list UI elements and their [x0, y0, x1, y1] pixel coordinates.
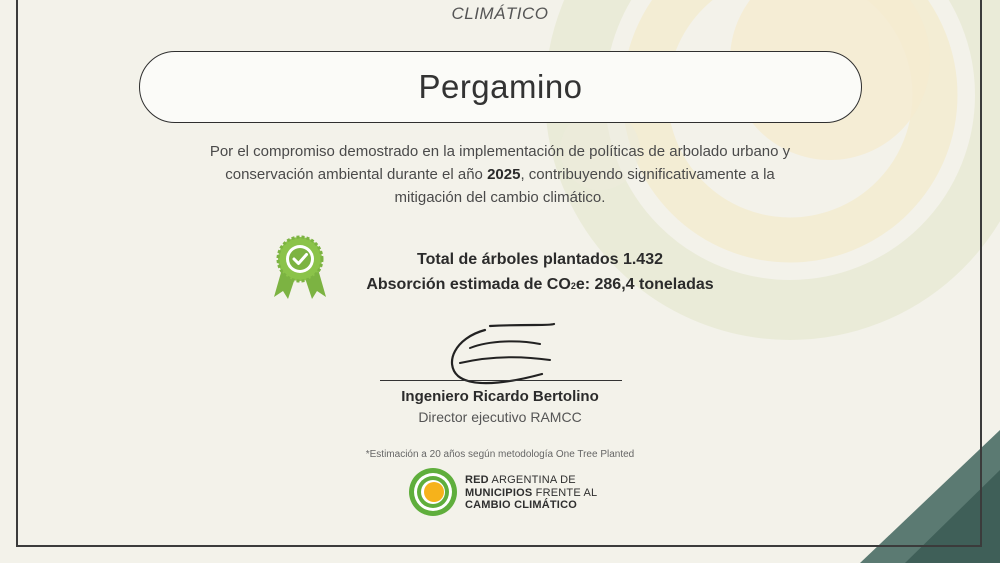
description-year: 2025 [487, 166, 521, 183]
certificate-heading: CLIMÁTICO [451, 4, 549, 23]
signature-line [380, 380, 622, 381]
recipient-box [139, 51, 862, 123]
description-after: , contribuyendo significativamente a la mitigación del cambio climático. [394, 166, 775, 206]
methodology-footnote: *Estimación a 20 años según metodología One Tree Planted [365, 449, 635, 460]
stats-block [330, 247, 750, 299]
signature-icon [430, 318, 580, 388]
check-badge-icon [268, 235, 332, 301]
description-text [190, 140, 810, 209]
description-before: Por el compromiso demostrado en la implementación de políticas de arbolado urbano y conservación ambiental durante el año [209, 143, 791, 183]
trees-planted-line: Total de árboles plantados 1.432 [417, 251, 663, 268]
signer-name: Ingeniero Ricardo Bertolino [401, 388, 599, 405]
ramcc-logo-icon [407, 466, 459, 518]
ramcc-logo-text: RED ARGENTINA DE MUNICIPIOS FRENTE AL CAMBIO CLIMÁTICO [465, 474, 598, 511]
co2-absorption-line: Absorción estimada de CO2e: 286,4 toneladas [366, 276, 714, 293]
signer-title: Director ejecutivo RAMCC [418, 409, 582, 425]
recipient-name: Pergamino [418, 68, 583, 105]
